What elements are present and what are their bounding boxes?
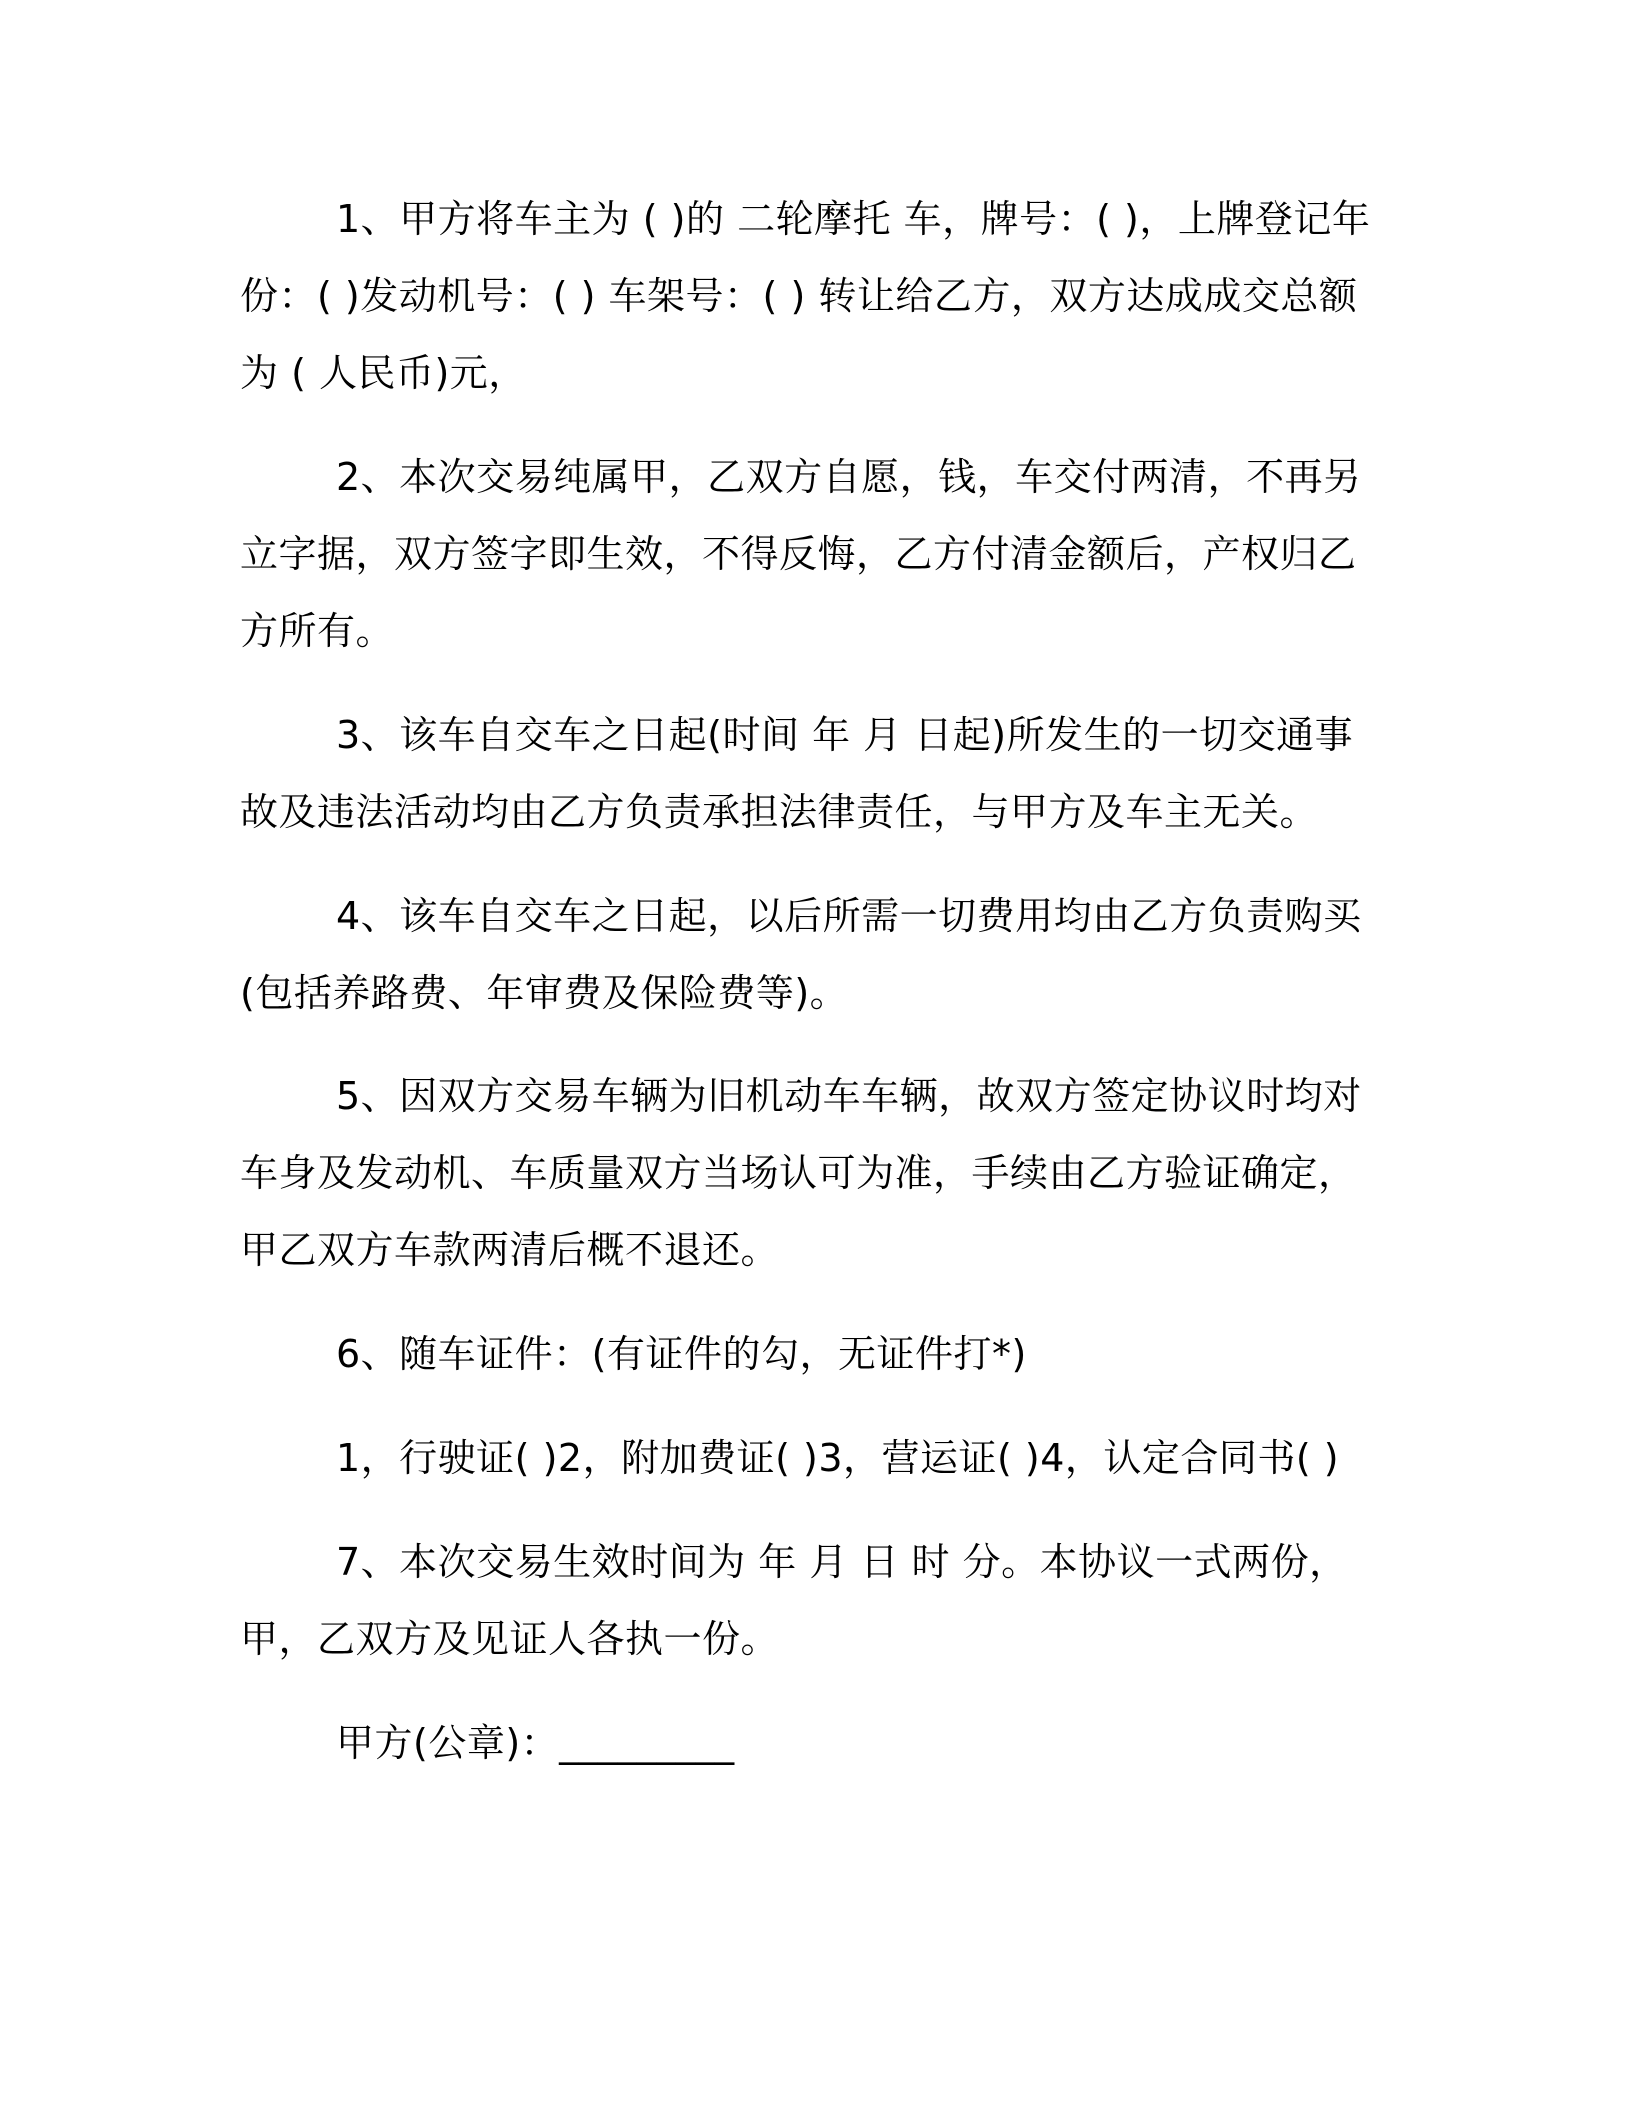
clause-7-effective-time: 7、本次交易生效时间为 年 月 日 时 分。本协议一式两份，甲，乙双方及见证人各执一份。 xyxy=(240,1540,1348,1661)
clause-6-documents-heading: 6、随车证件：(有证件的勾，无证件打*) xyxy=(336,1332,1027,1376)
clause-3-liability: 3、该车自交车之日起(时间 年 月 日起)所发生的一切交通事故及违法活动均由乙方负责承担法律责任，与甲方及车主无关。 xyxy=(240,713,1354,834)
clause-6-documents-list: 1，行驶证( )2，附加费证( )3，营运证( )4，认定合同书( ) xyxy=(336,1436,1340,1480)
clause-5-condition-acceptance: 5、因双方交易车辆为旧机动车车辆，故双方签定协议时均对车身及发动机、车质量双方当场认可为准，手续由乙方验证确定，甲乙双方车款两清后概不退还。 xyxy=(240,1074,1362,1272)
clause-4-fees: 4、该车自交车之日起，以后所需一切费用均由乙方负责购买(包括养路费、年审费及保险费等)。 xyxy=(240,894,1362,1015)
clause-1-vehicle-transfer: 1、甲方将车主为 ( )的 二轮摩托 车，牌号：( )，上牌登记年份：( )发动机号：( ) 车架号：( ) 转让给乙方，双方达成成交总额为 ( 人民币)元， xyxy=(240,197,1371,395)
clause-2-voluntary-transaction: 2、本次交易纯属甲，乙双方自愿，钱，车交付两清，不再另立字据，双方签字即生效，不得反悔，乙方付清金额后，产权归乙方所有。 xyxy=(240,455,1362,653)
party-a-seal-line: 甲方(公章)：_________ xyxy=(336,1721,735,1765)
